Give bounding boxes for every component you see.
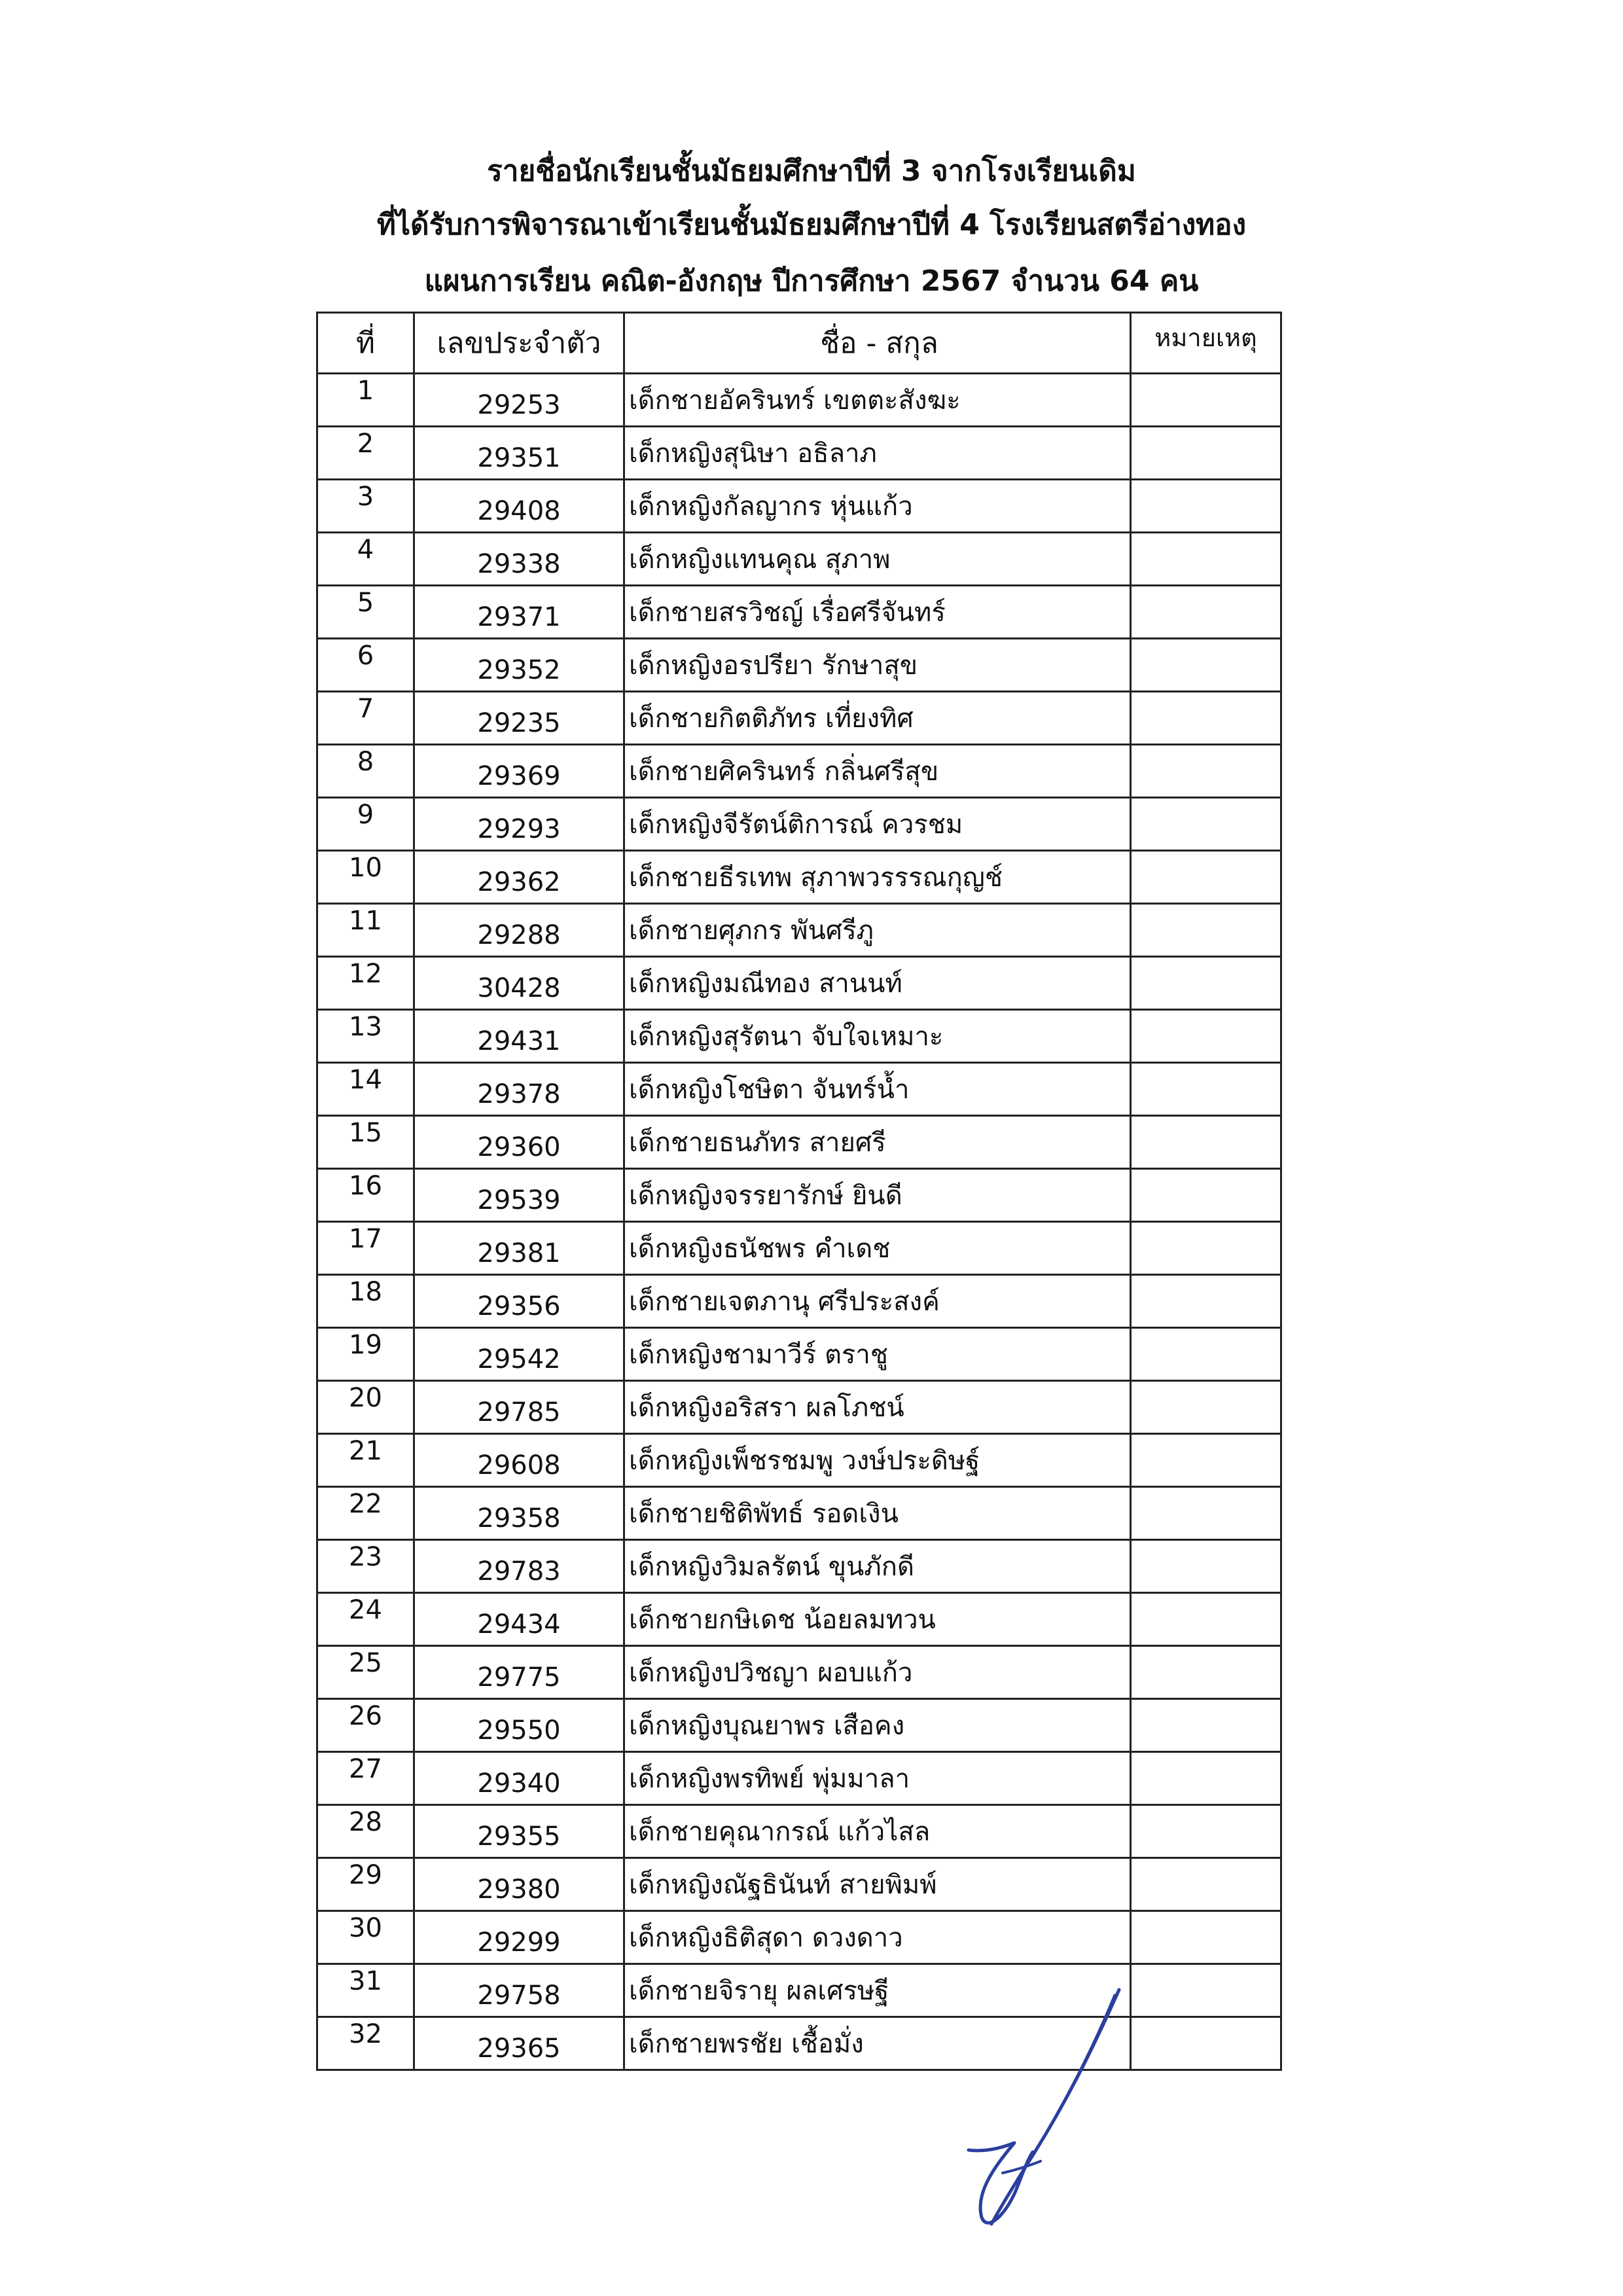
row-student-name bbox=[624, 533, 1131, 586]
table-row bbox=[317, 1063, 1281, 1116]
row-student-name bbox=[624, 1381, 1131, 1434]
row-student-name bbox=[624, 1275, 1131, 1328]
row-number bbox=[317, 692, 414, 745]
row-number-text: 1 bbox=[357, 376, 374, 406]
row-number-text: 12 bbox=[349, 959, 382, 989]
row-student-id bbox=[414, 1487, 624, 1540]
row-student-id-text: 29758 bbox=[477, 1981, 561, 2011]
row-student-id bbox=[414, 1699, 624, 1752]
row-remark bbox=[1131, 798, 1281, 851]
row-number-text: 7 bbox=[357, 694, 374, 724]
row-student-name-text: เด็กชายสรวิชญ์ เรื่อศรีจันทร์ bbox=[629, 598, 946, 628]
row-student-id-text: 29299 bbox=[477, 1928, 561, 1958]
row-number-text: 3 bbox=[357, 482, 374, 512]
row-student-id-text: 30428 bbox=[477, 973, 561, 1003]
row-student-id bbox=[414, 1328, 624, 1381]
row-number-text: 26 bbox=[349, 1701, 382, 1731]
row-remark bbox=[1131, 374, 1281, 427]
table-row bbox=[317, 1964, 1281, 2017]
row-number bbox=[317, 1275, 414, 1328]
row-number bbox=[317, 586, 414, 639]
row-student-id bbox=[414, 1752, 624, 1805]
row-student-id bbox=[414, 1646, 624, 1699]
row-remark bbox=[1131, 2017, 1281, 2070]
row-student-id-text: 29785 bbox=[477, 1397, 561, 1427]
row-student-name-text: เด็กหญิงวิมลรัตน์ ขุนภักดี bbox=[629, 1552, 914, 1582]
row-student-id-text: 29775 bbox=[477, 1662, 561, 1693]
table-header-row bbox=[317, 313, 1281, 374]
row-remark bbox=[1131, 1540, 1281, 1593]
row-student-id bbox=[414, 904, 624, 957]
column-header-student-id: เลขประจำตัว bbox=[414, 313, 624, 374]
row-student-name bbox=[624, 1858, 1131, 1911]
row-remark bbox=[1131, 1169, 1281, 1222]
row-student-id-text: 29381 bbox=[477, 1238, 561, 1268]
row-student-id bbox=[414, 1858, 624, 1911]
row-number-text: 17 bbox=[349, 1224, 382, 1254]
table-row bbox=[317, 1805, 1281, 1858]
table-row bbox=[317, 586, 1281, 639]
row-student-name bbox=[624, 904, 1131, 957]
row-student-id-text: 29369 bbox=[477, 761, 561, 791]
row-student-name-text: เด็กหญิงมณีทอง สานนท์ bbox=[629, 969, 902, 999]
signature bbox=[955, 1977, 1126, 2232]
row-number bbox=[317, 904, 414, 957]
row-student-name-text: เด็กหญิงปวิชญา ผอบแก้ว bbox=[629, 1658, 913, 1688]
row-number bbox=[317, 1434, 414, 1487]
table-row bbox=[317, 1116, 1281, 1169]
row-student-name-text: เด็กชายธีรเทพ สุภาพวรรรณกุญช์ bbox=[629, 863, 1003, 893]
row-student-name-text: เด็กชายพรชัย เชื้อมั่ง bbox=[629, 2029, 864, 2059]
row-student-id bbox=[414, 1434, 624, 1487]
row-number-text: 24 bbox=[349, 1595, 382, 1625]
row-student-name bbox=[624, 374, 1131, 427]
column-header-number: ที่ bbox=[317, 313, 414, 374]
row-student-id bbox=[414, 427, 624, 480]
row-number bbox=[317, 851, 414, 904]
row-student-id bbox=[414, 851, 624, 904]
table-row bbox=[317, 427, 1281, 480]
table-row bbox=[317, 480, 1281, 533]
row-remark bbox=[1131, 1805, 1281, 1858]
row-number-text: 32 bbox=[349, 2019, 382, 2049]
row-number-text: 14 bbox=[349, 1065, 382, 1095]
row-student-name bbox=[624, 1169, 1131, 1222]
row-number bbox=[317, 1752, 414, 1805]
row-student-id bbox=[414, 533, 624, 586]
row-student-name bbox=[624, 1222, 1131, 1275]
document-title-line-3: แผนการเรียน คณิต-อังกฤษ ปีการศึกษา 2567 จำนวน 64 คน bbox=[424, 264, 1199, 298]
row-student-id-text: 29340 bbox=[477, 1768, 561, 1799]
row-remark bbox=[1131, 1752, 1281, 1805]
row-number-text: 29 bbox=[349, 1860, 382, 1890]
row-student-name bbox=[624, 1540, 1131, 1593]
row-remark bbox=[1131, 1911, 1281, 1964]
row-student-id-text: 29408 bbox=[477, 496, 561, 526]
row-number bbox=[317, 2017, 414, 2070]
row-student-id bbox=[414, 1169, 624, 1222]
row-student-name bbox=[624, 1434, 1131, 1487]
row-remark bbox=[1131, 639, 1281, 692]
row-student-id bbox=[414, 957, 624, 1010]
row-number bbox=[317, 1911, 414, 1964]
row-remark bbox=[1131, 1646, 1281, 1699]
row-number-text: 19 bbox=[349, 1330, 382, 1360]
row-number-text: 5 bbox=[357, 588, 374, 618]
row-student-id bbox=[414, 374, 624, 427]
row-number bbox=[317, 1964, 414, 2017]
table-row bbox=[317, 798, 1281, 851]
row-number-text: 30 bbox=[349, 1913, 382, 1943]
row-student-name-text: เด็กชายศิครินทร์ กลิ่นศรีสุข bbox=[629, 757, 939, 787]
table-row bbox=[317, 1381, 1281, 1434]
row-number-text: 10 bbox=[349, 853, 382, 883]
row-student-name-text: เด็กหญิงจีรัตน์ติการณ์ ควรชม bbox=[629, 810, 963, 840]
row-student-id-text: 29365 bbox=[477, 2034, 561, 2064]
row-student-id-text: 29431 bbox=[477, 1026, 561, 1056]
row-student-id bbox=[414, 1275, 624, 1328]
row-student-id bbox=[414, 692, 624, 745]
row-student-name bbox=[624, 798, 1131, 851]
row-student-name bbox=[624, 1010, 1131, 1063]
row-student-id bbox=[414, 480, 624, 533]
row-student-id-text: 29378 bbox=[477, 1079, 561, 1109]
row-student-name-text: เด็กชายเจตภานุ ศรีประสงค์ bbox=[629, 1287, 940, 1317]
row-student-name bbox=[624, 1699, 1131, 1752]
document-title-line-1: รายชื่อนักเรียนชั้นมัธยมศึกษาปีที่ 3 จากโรงเรียนเดิม bbox=[487, 154, 1136, 188]
row-student-name-text: เด็กหญิงจรรยารักษ์ ยินดี bbox=[629, 1181, 902, 1211]
row-student-id-text: 29362 bbox=[477, 867, 561, 897]
row-number bbox=[317, 1328, 414, 1381]
table-row bbox=[317, 2017, 1281, 2070]
row-remark bbox=[1131, 1434, 1281, 1487]
row-remark bbox=[1131, 1699, 1281, 1752]
row-remark bbox=[1131, 904, 1281, 957]
row-number bbox=[317, 1487, 414, 1540]
row-student-id bbox=[414, 1964, 624, 2017]
row-student-name bbox=[624, 1063, 1131, 1116]
row-remark bbox=[1131, 1222, 1281, 1275]
row-student-id-text: 29371 bbox=[477, 602, 561, 632]
row-student-id-text: 29542 bbox=[477, 1344, 561, 1374]
row-number-text: 25 bbox=[349, 1648, 382, 1678]
row-remark bbox=[1131, 1010, 1281, 1063]
row-student-id-text: 29351 bbox=[477, 443, 561, 473]
row-student-name bbox=[624, 1752, 1131, 1805]
row-remark bbox=[1131, 1487, 1281, 1540]
row-number bbox=[317, 1646, 414, 1699]
table-row bbox=[317, 1911, 1281, 1964]
row-number-text: 23 bbox=[349, 1542, 382, 1572]
row-student-id-text: 29338 bbox=[477, 549, 561, 579]
row-student-name-text: เด็กหญิงชามาวีร์ ตราชู bbox=[629, 1340, 889, 1370]
row-student-name-text: เด็กหญิงธิติสุดา ดวงดาว bbox=[629, 1923, 903, 1953]
row-number bbox=[317, 533, 414, 586]
row-student-id-text: 29360 bbox=[477, 1132, 561, 1162]
row-student-id-text: 29356 bbox=[477, 1291, 561, 1321]
row-remark bbox=[1131, 1858, 1281, 1911]
row-student-name-text: เด็กชายกษิเดช น้อยลมทวน bbox=[629, 1605, 936, 1635]
row-student-name-text: เด็กชายศุภกร พันศรีภู bbox=[629, 916, 874, 946]
table-row bbox=[317, 1328, 1281, 1381]
row-student-id bbox=[414, 639, 624, 692]
row-number-text: 4 bbox=[357, 535, 374, 565]
table-row bbox=[317, 1646, 1281, 1699]
row-number bbox=[317, 1116, 414, 1169]
row-number-text: 15 bbox=[349, 1118, 382, 1148]
row-student-name bbox=[624, 427, 1131, 480]
row-student-name bbox=[624, 480, 1131, 533]
row-number-text: 28 bbox=[349, 1807, 382, 1837]
row-number bbox=[317, 1010, 414, 1063]
table-row bbox=[317, 1593, 1281, 1646]
row-number bbox=[317, 480, 414, 533]
row-student-id bbox=[414, 2017, 624, 2070]
row-number-text: 2 bbox=[357, 429, 374, 459]
row-student-id-text: 29608 bbox=[477, 1450, 561, 1480]
row-number-text: 16 bbox=[349, 1171, 382, 1201]
row-student-id-text: 29253 bbox=[477, 390, 561, 420]
row-number bbox=[317, 1222, 414, 1275]
table-row bbox=[317, 1434, 1281, 1487]
table-row bbox=[317, 1275, 1281, 1328]
row-number bbox=[317, 427, 414, 480]
row-student-id bbox=[414, 1222, 624, 1275]
row-student-name-text: เด็กหญิงพรทิพย์ พุ่มมาลา bbox=[629, 1764, 910, 1794]
table-row bbox=[317, 904, 1281, 957]
row-student-name bbox=[624, 692, 1131, 745]
document-title-line-2: ที่ได้รับการพิจารณาเข้าเรียนชั้นมัธยมศึกษาปีที่ 4 โรงเรียนสตรีอ่างทอง bbox=[376, 208, 1247, 242]
row-number-text: 9 bbox=[357, 800, 374, 830]
row-remark bbox=[1131, 1964, 1281, 2017]
row-student-id bbox=[414, 745, 624, 798]
row-student-name bbox=[624, 1805, 1131, 1858]
row-number-text: 11 bbox=[349, 906, 382, 936]
table-row bbox=[317, 1169, 1281, 1222]
row-student-name-text: เด็กหญิงณัฐธินันท์ สายพิมพ์ bbox=[629, 1870, 937, 1900]
table-row bbox=[317, 639, 1281, 692]
row-remark bbox=[1131, 745, 1281, 798]
row-student-name-text: เด็กชายชิติพัทธ์ รอดเงิน bbox=[629, 1499, 899, 1529]
row-number-text: 6 bbox=[357, 641, 374, 671]
row-remark bbox=[1131, 480, 1281, 533]
row-number bbox=[317, 1858, 414, 1911]
row-student-id bbox=[414, 1805, 624, 1858]
row-student-id bbox=[414, 586, 624, 639]
row-number-text: 8 bbox=[357, 747, 374, 777]
row-student-name-text: เด็กหญิงกัลญากร หุ่นแก้ว bbox=[629, 492, 913, 522]
row-number bbox=[317, 745, 414, 798]
row-student-name-text: เด็กชายกิตติภัทร เที่ยงทิศ bbox=[629, 704, 914, 734]
row-student-name-text: เด็กหญิงแทนคุณ สุภาพ bbox=[629, 545, 891, 575]
row-student-name-text: เด็กหญิงโชษิตา จันทร์น้ำ bbox=[629, 1075, 910, 1105]
table-row bbox=[317, 957, 1281, 1010]
row-student-name-text: เด็กหญิงอรปรียา รักษาสุข bbox=[629, 651, 918, 681]
row-student-id-text: 29380 bbox=[477, 1874, 561, 1905]
row-student-name-text: เด็กชายจิรายุ ผลเศรษฐี bbox=[629, 1976, 889, 2006]
row-student-name-text: เด็กหญิงธนัชพร คำเดช bbox=[629, 1234, 891, 1264]
table-row bbox=[317, 1858, 1281, 1911]
row-remark bbox=[1131, 427, 1281, 480]
row-student-name bbox=[624, 1593, 1131, 1646]
table-row bbox=[317, 1487, 1281, 1540]
row-student-id-text: 29783 bbox=[477, 1556, 561, 1587]
row-remark bbox=[1131, 1116, 1281, 1169]
row-remark bbox=[1131, 851, 1281, 904]
table-row bbox=[317, 1752, 1281, 1805]
row-student-id-text: 29355 bbox=[477, 1821, 561, 1852]
table-row bbox=[317, 692, 1281, 745]
row-student-id bbox=[414, 1063, 624, 1116]
row-student-name bbox=[624, 586, 1131, 639]
row-remark bbox=[1131, 586, 1281, 639]
row-number bbox=[317, 1593, 414, 1646]
row-number-text: 21 bbox=[349, 1436, 382, 1466]
row-student-name-text: เด็กหญิงอริสรา ผลโภชน์ bbox=[629, 1393, 904, 1423]
row-remark bbox=[1131, 1381, 1281, 1434]
row-student-id-text: 29235 bbox=[477, 708, 561, 738]
row-student-name-text: เด็กชายคุณากรณ์ แก้วไสล bbox=[629, 1817, 931, 1847]
row-number-text: 18 bbox=[349, 1277, 382, 1307]
row-student-name bbox=[624, 745, 1131, 798]
row-number bbox=[317, 1699, 414, 1752]
row-number bbox=[317, 1805, 414, 1858]
column-header-remark: หมายเหตุ bbox=[1131, 313, 1281, 374]
row-student-id bbox=[414, 1540, 624, 1593]
row-number-text: 27 bbox=[349, 1754, 382, 1784]
row-student-name bbox=[624, 1911, 1131, 1964]
table-row bbox=[317, 1699, 1281, 1752]
table-row bbox=[317, 1540, 1281, 1593]
row-number bbox=[317, 1063, 414, 1116]
row-number-text: 31 bbox=[349, 1966, 382, 1996]
row-student-id bbox=[414, 1911, 624, 1964]
row-student-name-text: เด็กหญิงเพ็ชรชมพู วงษ์ประดิษฐ์ bbox=[629, 1446, 980, 1476]
row-number-text: 20 bbox=[349, 1383, 382, 1413]
table-row bbox=[317, 374, 1281, 427]
row-student-id-text: 29293 bbox=[477, 814, 561, 844]
row-student-id-text: 29539 bbox=[477, 1185, 561, 1215]
row-student-name-text: เด็กหญิงสุนิษา อธิลาภ bbox=[629, 439, 877, 469]
row-number bbox=[317, 957, 414, 1010]
table-row bbox=[317, 745, 1281, 798]
row-student-name bbox=[624, 1328, 1131, 1381]
table-body bbox=[317, 374, 1281, 2070]
row-student-id-text: 29358 bbox=[477, 1503, 561, 1534]
table-row bbox=[317, 533, 1281, 586]
row-student-id bbox=[414, 798, 624, 851]
row-number bbox=[317, 1169, 414, 1222]
row-student-id-text: 29288 bbox=[477, 920, 561, 950]
row-remark bbox=[1131, 533, 1281, 586]
table-row bbox=[317, 851, 1281, 904]
row-student-id bbox=[414, 1593, 624, 1646]
table-row bbox=[317, 1010, 1281, 1063]
row-student-id bbox=[414, 1010, 624, 1063]
row-number-text: 22 bbox=[349, 1489, 382, 1519]
row-student-name-text: เด็กหญิงสุรัตนา จับใจเหมาะ bbox=[629, 1022, 944, 1052]
row-number bbox=[317, 1540, 414, 1593]
row-student-name bbox=[624, 1487, 1131, 1540]
row-student-name bbox=[624, 851, 1131, 904]
row-student-id-text: 29550 bbox=[477, 1715, 561, 1746]
column-header-name: ชื่อ - สกุล bbox=[624, 313, 1131, 374]
row-remark bbox=[1131, 1063, 1281, 1116]
row-number-text: 13 bbox=[349, 1012, 382, 1042]
row-student-name-text: เด็กชายอัครินทร์ เขตตะสังฆะ bbox=[629, 386, 961, 416]
row-student-name bbox=[624, 1116, 1131, 1169]
table-row bbox=[317, 1222, 1281, 1275]
row-student-name-text: เด็กหญิงบุณยาพร เสือคง bbox=[629, 1711, 905, 1741]
row-remark bbox=[1131, 1275, 1281, 1328]
row-remark bbox=[1131, 1328, 1281, 1381]
row-student-id-text: 29434 bbox=[477, 1609, 561, 1640]
row-student-id bbox=[414, 1381, 624, 1434]
row-remark bbox=[1131, 1593, 1281, 1646]
row-number bbox=[317, 639, 414, 692]
row-remark bbox=[1131, 692, 1281, 745]
row-remark bbox=[1131, 957, 1281, 1010]
row-student-name bbox=[624, 957, 1131, 1010]
row-number bbox=[317, 374, 414, 427]
row-student-name-text: เด็กชายธนภัทร สายศรี bbox=[629, 1128, 886, 1158]
row-student-name bbox=[624, 639, 1131, 692]
row-number bbox=[317, 1381, 414, 1434]
row-student-name bbox=[624, 1646, 1131, 1699]
student-list-table bbox=[316, 312, 1282, 2071]
row-student-id-text: 29352 bbox=[477, 655, 561, 685]
row-number bbox=[317, 798, 414, 851]
row-student-id bbox=[414, 1116, 624, 1169]
